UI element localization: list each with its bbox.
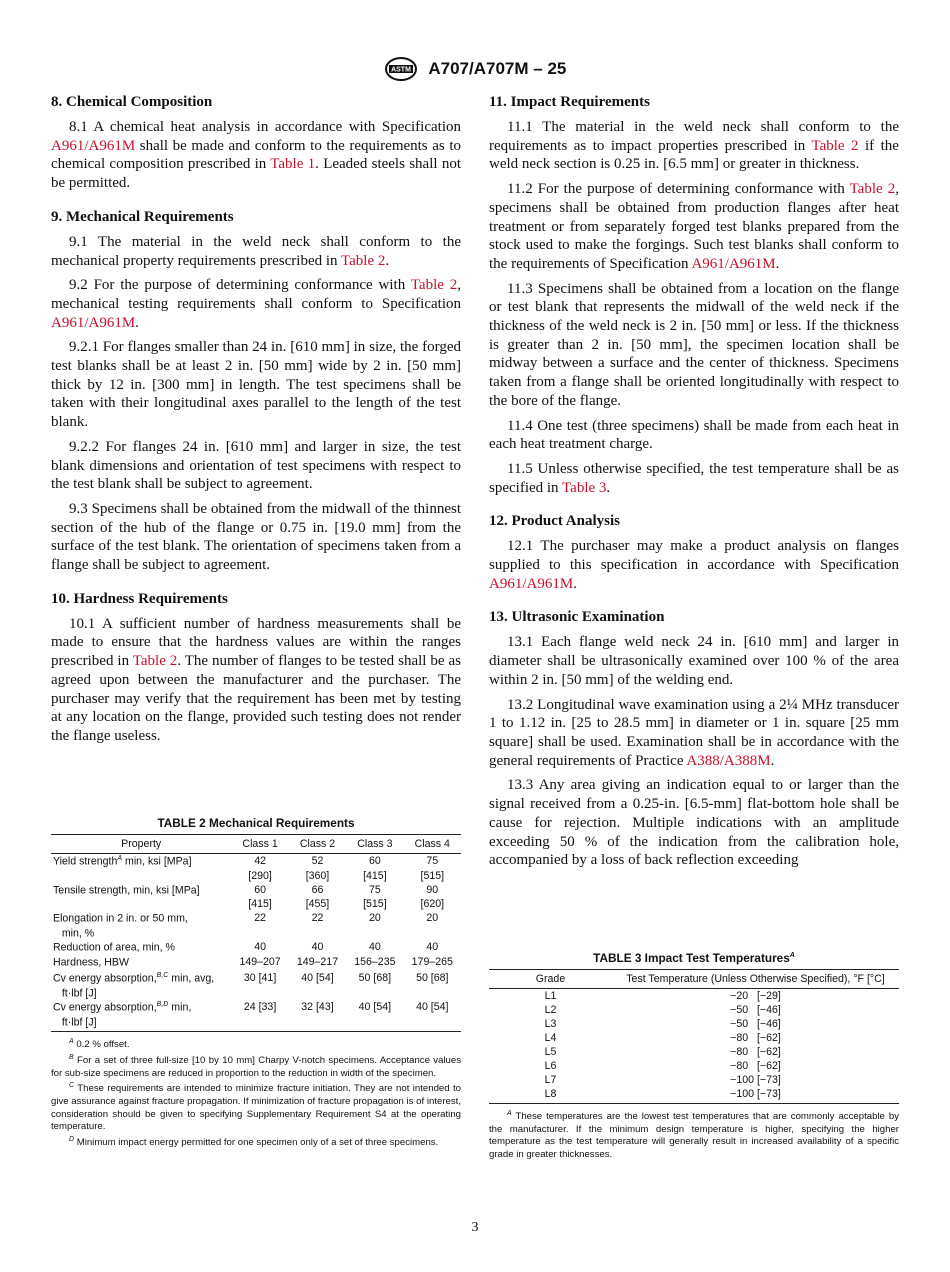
table-link[interactable]: Table 2	[811, 137, 859, 154]
temperature-cell: −20 [−29]	[730, 990, 781, 1002]
value-cell: [455]	[305, 898, 330, 911]
grade-cell: L6	[544, 1060, 557, 1072]
column-header: Test Temperature (Unless Otherwise Specified), °F [°C]	[612, 970, 899, 989]
grade-cell: L2	[544, 1004, 557, 1016]
value-cell	[346, 1015, 403, 1032]
page-header	[0, 56, 950, 82]
property-cell: min, %	[53, 927, 95, 940]
table-caption: TABLE 3 Impact Test Temperatures$^A$	[593, 951, 795, 965]
value-cell: 90	[426, 883, 439, 896]
temperature-cell: −80 [−62]	[730, 1046, 781, 1058]
column-header: Class 2	[289, 835, 346, 854]
grade-cell: L8	[489, 1087, 612, 1104]
spec-link[interactable]: A961/A961M	[489, 575, 574, 592]
value-cell: 22	[311, 912, 324, 925]
value-cell	[346, 986, 403, 1001]
table-row	[489, 1017, 899, 1031]
value-cell: 60	[368, 855, 381, 867]
left-column	[51, 92, 461, 752]
value-cell: 75	[368, 883, 381, 896]
value-cell: 50 [68]	[416, 972, 449, 985]
value-cell: 40	[426, 941, 439, 954]
table-row	[51, 926, 461, 941]
table-row	[51, 869, 461, 883]
table-row	[489, 1087, 899, 1104]
mechanical-requirements-table	[51, 834, 461, 1032]
right-column	[489, 92, 899, 876]
grade-cell: L4	[544, 1032, 557, 1044]
table-2	[51, 816, 461, 1150]
paragraph: 13.3 Any area giving an indication equal to or larger than the signal received from a 0.25-in. [6.5-mm] flat-bottom hole shall be cause for rejection. Multiple indications with an amplitude exceeding 50 % of the indication from the calibration hole, accompanied by a loss of back reflection exceeding	[489, 777, 899, 869]
value-cell: 149–217	[296, 955, 339, 968]
table-row	[51, 940, 461, 955]
table-footnote: $^D$ Minimum impact energy permitted for one specimen only of a set of three specimens.	[69, 1136, 439, 1149]
property-cell: Hardness, HBW	[53, 956, 129, 969]
paragraph: 9.3 Specimens shall be obtained from the midwall of the thinnest section of the hub of the flange or 0.75 in. [19.0 mm] from the surface of the test blank. The orientation of specimens taken from a flange shall be subject to agreement.	[51, 500, 461, 574]
table-row	[489, 1045, 899, 1059]
table-link[interactable]: Table 2	[132, 653, 178, 670]
property-cell: Cv energy absorption,$^{B,C}$ min, avg,	[53, 972, 215, 985]
table-footnote: $^B$ For a set of three full-size [10 by 10 mm] Charpy V-notch specimens. Acceptance values for sub-size specimens are reduced in proportion to the reduction in width of the specimen.	[51, 1054, 461, 1079]
value-cell: [415]	[248, 898, 272, 911]
grade-cell: L7	[544, 1074, 557, 1086]
value-cell: [620]	[420, 898, 445, 911]
value-cell: 156–235	[354, 955, 396, 968]
temperature-cell: −100 [−73]	[612, 1087, 899, 1104]
section-heading: 13. Ultrasonic Examination	[489, 609, 665, 626]
table-row	[51, 971, 461, 986]
table-row	[489, 989, 899, 1004]
value-cell: 22	[254, 912, 266, 925]
value-cell: [415]	[363, 869, 387, 882]
value-cell: 20	[426, 912, 439, 925]
value-cell: [360]	[305, 869, 330, 882]
table-link[interactable]: Table 2	[341, 252, 386, 269]
grade-cell: L1	[544, 990, 557, 1002]
paragraph: 13.2 Longitudinal wave examination using a 2¼ MHz transducer 1 to 1.12 in. [25 to 28.5 mm] in diameter or 1 in. square [25 mm square] shall be used. Examination shall be in accordance with the general requirements of Practice A388/A388M.	[489, 696, 899, 769]
paragraph: 13.1 Each flange weld neck 24 in. [610 mm] and larger in diameter shall be ultrasonically examined over 100 % of the area within 2 in. [50 mm] of the welding end.	[489, 634, 899, 688]
column-header: Property	[51, 835, 231, 854]
temperature-cell: −50 [−46]	[730, 1004, 781, 1016]
column-header: Class 4	[404, 835, 461, 854]
table-link[interactable]: Table 1	[270, 156, 316, 173]
paragraph: 9.2 For the purpose of determining conformance with Table 2, mechanical testing requirements shall conform to Specification A961/A961M.	[51, 277, 461, 331]
page-number: 3	[471, 1220, 479, 1235]
property-cell: ft·lbf [J]	[53, 987, 97, 1000]
value-cell: 179–265	[411, 955, 453, 968]
property-cell	[51, 897, 231, 911]
paragraph: 12.1 The purchaser may make a product analysis on flanges supplied to this specification in accordance with Specification A961/A961M.	[489, 538, 899, 592]
value-cell	[231, 986, 288, 1001]
value-cell: 24 [33]	[243, 1001, 277, 1014]
value-cell: 66	[311, 883, 324, 896]
spec-link[interactable]: A388/A388M	[686, 752, 771, 769]
value-cell: 149–207	[239, 955, 281, 968]
table-3	[489, 951, 899, 1162]
column-header: Grade	[489, 970, 612, 989]
table-caption: TABLE 2 Mechanical Requirements	[157, 816, 355, 830]
section-heading: 10. Hardness Requirements	[51, 590, 228, 607]
temperature-cell: −80 [−62]	[730, 1032, 781, 1044]
value-cell: 50 [68]	[358, 972, 392, 985]
property-cell: Elongation in 2 in. or 50 mm,	[53, 912, 188, 925]
value-cell: 42	[254, 855, 266, 867]
document-title: A707/A707M – 25	[428, 59, 567, 78]
table-row	[489, 1003, 899, 1017]
value-cell: [515]	[420, 869, 445, 882]
paragraph: 8.1 A chemical heat analysis in accordance with Specification A961/A961M shall be made and conform to the requirements as to chemical composition prescribed in Table 1. Leaded steels shall not be permitted.	[51, 119, 461, 192]
spec-link[interactable]: A961/A961M	[691, 255, 776, 272]
value-cell	[404, 926, 461, 941]
temperature-cell: −100 [−73]	[730, 1074, 781, 1086]
table-row	[51, 1000, 461, 1015]
value-cell: 52	[311, 855, 324, 867]
paragraph: 10.1 A sufficient number of hardness measurements shall be made to ensure that the hardness values are within the ranges prescribed in Table 2. The number of flanges to be tested shall be as agreed upon between the manufacturer and the purchaser. The purchaser may verify that the requirement has been met by testing at any location on the flange, provided such testing does not render the flange useless.	[51, 615, 461, 744]
table-row	[51, 986, 461, 1001]
value-cell	[289, 986, 346, 1001]
table-row	[51, 883, 461, 898]
svg-text:ASTM: ASTM	[390, 66, 411, 74]
table-row	[51, 911, 461, 926]
grade-cell: L5	[544, 1046, 557, 1058]
temperature-cell: −80 [−62]	[730, 1060, 781, 1072]
paragraph: 11.1 The material in the weld neck shall conform to the requirements as to impact properties prescribed in Table 2 if the weld neck section is 0.25 in. [6.5 mm] or greater in thickness.	[489, 119, 899, 173]
paragraph: 11.4 One test (three specimens) shall be made from each heat in each heat treatment charge.	[489, 417, 899, 453]
value-cell	[289, 926, 346, 941]
table-footnote: $^A$ These temperatures are the lowest test temperatures that are commonly acceptable by the manufacturer. If the minimum design temperature is higher, specifying the higher temperature as the test temperature will generally result in increased availability of a specific grade in greater thicknesses.	[489, 1110, 899, 1160]
value-cell: 32 [43]	[301, 1001, 334, 1014]
section-heading: 12. Product Analysis	[489, 513, 620, 530]
property-cell: Cv energy absorption,$^{B,D}$ min,	[53, 1001, 192, 1014]
table-footnote: $^A$ 0.2 % offset.	[69, 1038, 130, 1051]
property-cell	[51, 869, 231, 883]
impact-temperatures-table	[489, 969, 899, 1104]
table-row	[51, 955, 461, 970]
property-cell: Tensile strength, min, ksi [MPa]	[53, 884, 200, 897]
value-cell	[289, 1015, 346, 1032]
value-cell	[231, 926, 288, 941]
astm-logo-icon	[384, 56, 418, 82]
value-cell	[346, 926, 403, 941]
value-cell: 75	[426, 855, 439, 867]
property-cell: ft·lbf [J]	[51, 1015, 231, 1032]
property-cell: Yield strength$^A$ min, ksi [MPa]	[53, 855, 192, 868]
property-cell: Reduction of area, min, %	[53, 941, 175, 954]
value-cell: 40 [54]	[416, 1001, 449, 1014]
value-cell: [290]	[248, 869, 272, 882]
grade-cell: L3	[544, 1018, 557, 1030]
paragraph: 9.2.2 For flanges 24 in. [610 mm] and larger in size, the test blank dimensions and orientation of test specimens with respect to the test blank shall be subject to agreement.	[51, 438, 461, 493]
value-cell: 40 [54]	[358, 1001, 392, 1014]
spec-link[interactable]: A961/A961M	[51, 314, 136, 331]
section-heading: 9. Mechanical Requirements	[51, 208, 234, 225]
value-cell	[231, 1015, 288, 1032]
column-header: Class 1	[231, 835, 288, 854]
table-row	[489, 1031, 899, 1045]
paragraph: 11.2 For the purpose of determining conformance with Table 2, specimens shall be obtained from production flanges after heat treatment or from separately forged test blanks prepared from the stock used to make the forgings. Such test blanks shall conform to the requirements of Specification A961/A961M.	[489, 181, 899, 272]
table-link[interactable]: Table 2	[849, 181, 896, 198]
table-link[interactable]: Table 2	[410, 277, 458, 294]
table-row	[51, 1015, 461, 1032]
table-row	[489, 1059, 899, 1073]
table-footnote: $^C$ These requirements are intended to minimize fracture initiation. They are not intended to give assurance against fracture propagation. If minimization of fracture propagation is of interest, consideration should be given to specifying Supplementary Requirement S4 at the operating temperature.	[51, 1082, 461, 1133]
value-cell: 30 [41]	[243, 972, 277, 985]
value-cell: 40 [54]	[301, 972, 334, 985]
value-cell: 40	[368, 941, 381, 954]
table-row	[51, 897, 461, 911]
table-link[interactable]: Table 3	[562, 479, 607, 496]
table-row	[51, 854, 461, 869]
value-cell: 40	[311, 941, 324, 954]
value-cell: 40	[254, 941, 266, 954]
column-header: Class 3	[346, 835, 403, 854]
value-cell: 60	[254, 883, 266, 896]
value-cell	[404, 986, 461, 1001]
value-cell	[404, 1015, 461, 1032]
value-cell: 20	[368, 912, 381, 925]
section-heading: 8. Chemical Composition	[51, 94, 213, 110]
paragraph: 9.2.1 For flanges smaller than 24 in. [610 mm] in size, the forged test blanks shall be at least 2 in. [50 mm] wide by 2 in. [50 mm] thick by 12 in. [300 mm] in length. The test specimens shall be taken with their longitudinal axes parallel to the length of the test blank.	[51, 339, 461, 431]
temperature-cell: −50 [−46]	[730, 1018, 781, 1030]
section-heading: 11. Impact Requirements	[489, 94, 650, 110]
paragraph: 11.3 Specimens shall be obtained from a location on the flange or test blank that represents the midwall of the weld neck if the thickness of the weld neck is 2 in. [50 mm] or less. If the thickness is greater than 2 in. [50 mm], the specimen location shall be midway between a surface and the center of thickness. Specimens taken from a flange shall be oriented longitudinally with respect to the bore of the flange.	[489, 280, 899, 409]
paragraph: 11.5 Unless otherwise specified, the test temperature shall be as specified in Table 3.	[489, 460, 899, 496]
paragraph: 9.1 The material in the weld neck shall conform to the mechanical property requirements prescribed in Table 2.	[51, 233, 461, 269]
spec-link[interactable]: A961/A961M	[51, 137, 136, 154]
value-cell: [515]	[363, 898, 387, 911]
table-row	[489, 1073, 899, 1087]
